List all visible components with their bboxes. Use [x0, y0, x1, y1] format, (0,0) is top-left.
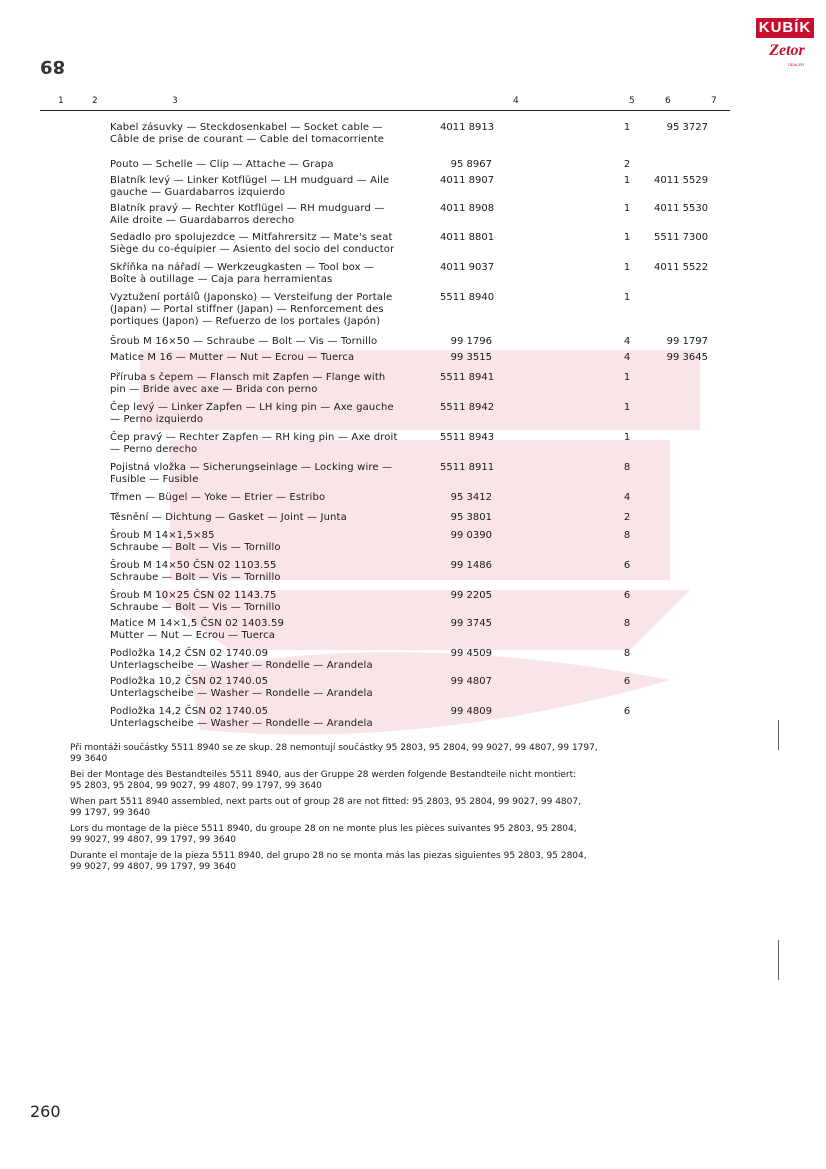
alternate-part-number: 99 3645 [666, 352, 708, 363]
part-description [110, 402, 430, 426]
description-line: Blatník pravý — Rechter Kotflügel — RH mudguard — [110, 203, 385, 214]
part-description [110, 648, 430, 672]
part-number: 99 4807 [450, 676, 492, 687]
description-line: Třmen — Bügel — Yoke — Etrier — Estribo [110, 492, 326, 503]
description-line: Schraube — Bolt — Vis — Tornillo [110, 542, 281, 553]
description-line: (Japan) — Portal stiffner (Japan) — Renforcement des [110, 304, 384, 315]
part-description [110, 432, 430, 456]
note-line: 99 9027, 99 4807, 99 1797, 99 3640 [70, 835, 237, 845]
quantity: 1 [623, 262, 631, 273]
part-description [110, 372, 430, 396]
part-number: 4011 8913 [440, 122, 495, 133]
part-description [110, 159, 430, 171]
part-number: 4011 9037 [440, 262, 495, 273]
description-line: Blatník levý — Linker Kotflügel — LH mudguard — Aile [110, 175, 390, 186]
part-number: 99 4809 [450, 706, 492, 717]
assembly-notes [70, 743, 700, 878]
note-line: Při montáži součástky 5511 8940 se ze skup. 28 nemontují součástky 95 2803, 95 2804, 99 9027, 99 4807, 99 1797, [70, 743, 598, 753]
note-line: Durante el montaje de la pieza 5511 8940, del grupo 28 no se monta más las piezas siguientes 95 2803, 95 2804, [70, 851, 587, 861]
part-number: 95 3801 [450, 512, 492, 523]
quantity: 8 [623, 462, 631, 473]
description-line: Vyztužení portálů (Japonsko) — Versteifung der Portale [110, 292, 393, 303]
part-number: 99 2205 [450, 590, 492, 601]
note-line: 99 9027, 99 4807, 99 1797, 99 3640 [70, 862, 237, 872]
part-number: 95 3412 [450, 492, 492, 503]
note-line: Lors du montage de la pièce 5511 8940, du groupe 28 on ne monte plus les pièces suivantes 95 2803, 95 2804, [70, 824, 577, 834]
note-line: 95 2803, 95 2804, 99 9027, 99 4807, 99 1797, 99 3640 [70, 781, 322, 791]
logo-kubik-text: KUBÍK [756, 18, 814, 38]
quantity: 6 [623, 706, 631, 717]
description-line: Siège du co-équipier — Asiento del socio del conductor [110, 244, 395, 255]
description-line: Matice M 16 — Mutter — Nut — Ecrou — Tuerca [110, 352, 355, 363]
quantity: 1 [623, 122, 631, 133]
assembly-note [70, 770, 700, 792]
part-description [110, 462, 430, 486]
description-line: — Perno derecho [110, 444, 198, 455]
assembly-note [70, 743, 700, 765]
header-divider [40, 110, 730, 111]
description-line: Boîte à outillage — Caja para herramientas [110, 274, 333, 285]
quantity: 8 [623, 530, 631, 541]
part-number: 99 1796 [450, 336, 492, 347]
quantity: 1 [623, 432, 631, 443]
alternate-part-number: 95 3727 [666, 122, 708, 133]
description-line: Čep levý — Linker Zapfen — LH king pin — Axe gauche [110, 402, 394, 413]
description-line: Šroub M 14×1,5×85 [110, 530, 215, 541]
description-line: gauche — Guardabarros izquierdo [110, 187, 286, 198]
quantity: 2 [623, 159, 631, 170]
description-line: Schraube — Bolt — Vis — Tornillo [110, 602, 281, 613]
description-line: Unterlagscheibe — Washer — Rondelle — Arandela [110, 718, 373, 729]
alternate-part-number: 4011 5522 [654, 262, 709, 273]
quantity: 2 [623, 512, 631, 523]
assembly-note [70, 824, 700, 846]
part-number: 5511 8943 [440, 432, 495, 443]
quantity: 1 [623, 232, 631, 243]
description-line: Matice M 14×1,5 ČSN 02 1403.59 [110, 618, 285, 629]
description-line: — Perno izquierdo [110, 414, 204, 425]
part-description [110, 232, 430, 256]
column-header-1: 1 [58, 96, 64, 106]
alternate-part-number: 4011 5529 [654, 175, 709, 186]
alternate-part-number: 4011 5530 [654, 203, 709, 214]
description-line: Těsnění — Dichtung — Gasket — Joint — Junta [110, 512, 347, 523]
margin-mark [778, 720, 779, 750]
logo-zetor-text: Zetor [769, 42, 805, 59]
part-description [110, 512, 430, 524]
description-line: Čep pravý — Rechter Zapfen — RH king pin — Axe droit [110, 432, 398, 443]
part-description [110, 590, 430, 614]
part-description [110, 336, 430, 348]
description-line: Unterlagscheibe — Washer — Rondelle — Arandela [110, 660, 373, 671]
part-description [110, 618, 430, 642]
quantity: 1 [623, 292, 631, 303]
alternate-part-number: 99 1797 [666, 336, 708, 347]
quantity: 6 [623, 676, 631, 687]
description-line: pin — Bride avec axe — Brida con perno [110, 384, 318, 395]
description-line: Kabel zásuvky — Steckdosenkabel — Socket cable — [110, 122, 383, 133]
logo-dealer-text: DEALER [788, 62, 805, 67]
description-line: Šroub M 16×50 — Schraube — Bolt — Vis — Tornillo [110, 336, 378, 347]
description-line: Pouto — Schelle — Clip — Attache — Grapa [110, 159, 334, 170]
part-number: 99 1486 [450, 560, 492, 571]
quantity: 1 [623, 402, 631, 413]
part-number: 99 3515 [450, 352, 492, 363]
page-number: 260 [30, 1102, 61, 1121]
description-line: Schraube — Bolt — Vis — Tornillo [110, 572, 281, 583]
column-header-5: 5 [629, 96, 635, 106]
quantity: 1 [623, 372, 631, 383]
description-line: Aile droite — Guardabarros derecho [110, 215, 295, 226]
assembly-note [70, 797, 700, 819]
column-header-4: 4 [513, 96, 519, 106]
column-header-2: 2 [92, 96, 98, 106]
assembly-note [70, 851, 700, 873]
description-line: Podložka 10,2 ČSN 02 1740.05 [110, 676, 269, 687]
part-description [110, 175, 430, 199]
part-number: 4011 8907 [440, 175, 495, 186]
note-line: When part 5511 8940 assembled, next parts out of group 28 are not fitted: 95 2803, 95 2804, 99 9027, 99 4807, [70, 797, 581, 807]
part-description [110, 262, 430, 286]
description-line: Šroub M 10×25 ČSN 02 1143.75 [110, 590, 277, 601]
part-number: 95 8967 [450, 159, 492, 170]
part-description [110, 706, 430, 730]
margin-mark [778, 940, 779, 980]
description-line: Fusible — Fusible [110, 474, 199, 485]
quantity: 6 [623, 590, 631, 601]
description-line: Příruba s čepem — Flansch mit Zapfen — Flange with [110, 372, 386, 383]
part-number: 99 3745 [450, 618, 492, 629]
quantity: 1 [623, 203, 631, 214]
quantity: 4 [623, 492, 631, 503]
description-line: Pojistná vložka — Sicherungseinlage — Locking wire — [110, 462, 393, 473]
description-line: Câble de prise de courant — Cable del tomacorriente [110, 134, 385, 145]
quantity: 4 [623, 336, 631, 347]
part-description [110, 292, 430, 328]
quantity: 8 [623, 618, 631, 629]
description-line: Sedadlo pro spolujezdce — Mitfahrersitz — Mate's seat [110, 232, 393, 243]
part-description [110, 203, 430, 227]
column-header-6: 6 [665, 96, 671, 106]
note-line: Bei der Montage des Bestandteiles 5511 8940, aus der Gruppe 28 werden folgende Bestandteile nicht montiert: [70, 770, 577, 780]
column-header-7: 7 [711, 96, 717, 106]
column-header-row [40, 96, 730, 110]
description-line: portiques (Japon) — Refuerzo de los portales (Japón) [110, 316, 381, 327]
part-number: 5511 8940 [440, 292, 495, 303]
page-top-number: 89 [40, 56, 66, 77]
quantity: 1 [623, 175, 631, 186]
part-number: 4011 8908 [440, 203, 495, 214]
description-line: Podložka 14,2 ČSN 02 1740.09 [110, 648, 269, 659]
note-line: 99 1797, 99 3640 [70, 808, 151, 818]
part-description [110, 530, 430, 554]
quantity: 4 [623, 352, 631, 363]
column-header-3: 3 [172, 96, 178, 106]
part-number: 99 4509 [450, 648, 492, 659]
description-line: Podložka 14,2 ČSN 02 1740.05 [110, 706, 269, 717]
part-number: 4011 8801 [440, 232, 495, 243]
quantity: 6 [623, 560, 631, 571]
part-description [110, 122, 430, 146]
alternate-part-number: 5511 7300 [654, 232, 709, 243]
part-description [110, 560, 430, 584]
note-line: 99 3640 [70, 754, 108, 764]
part-number: 5511 8911 [440, 462, 495, 473]
part-description [110, 676, 430, 700]
part-description [110, 492, 430, 504]
quantity: 8 [623, 648, 631, 659]
description-line: Unterlagscheibe — Washer — Rondelle — Arandela [110, 688, 373, 699]
part-number: 99 0390 [450, 530, 492, 541]
description-line: Skříňka na nářadí — Werkzeugkasten — Tool box — [110, 262, 375, 273]
part-number: 5511 8941 [440, 372, 495, 383]
part-number: 5511 8942 [440, 402, 495, 413]
description-line: Šroub M 14×50 ČSN 02 1103.55 [110, 560, 277, 571]
kubik-zetor-logo [756, 14, 814, 70]
part-description [110, 352, 430, 364]
description-line: Mutter — Nut — Ecrou — Tuerca [110, 630, 275, 641]
